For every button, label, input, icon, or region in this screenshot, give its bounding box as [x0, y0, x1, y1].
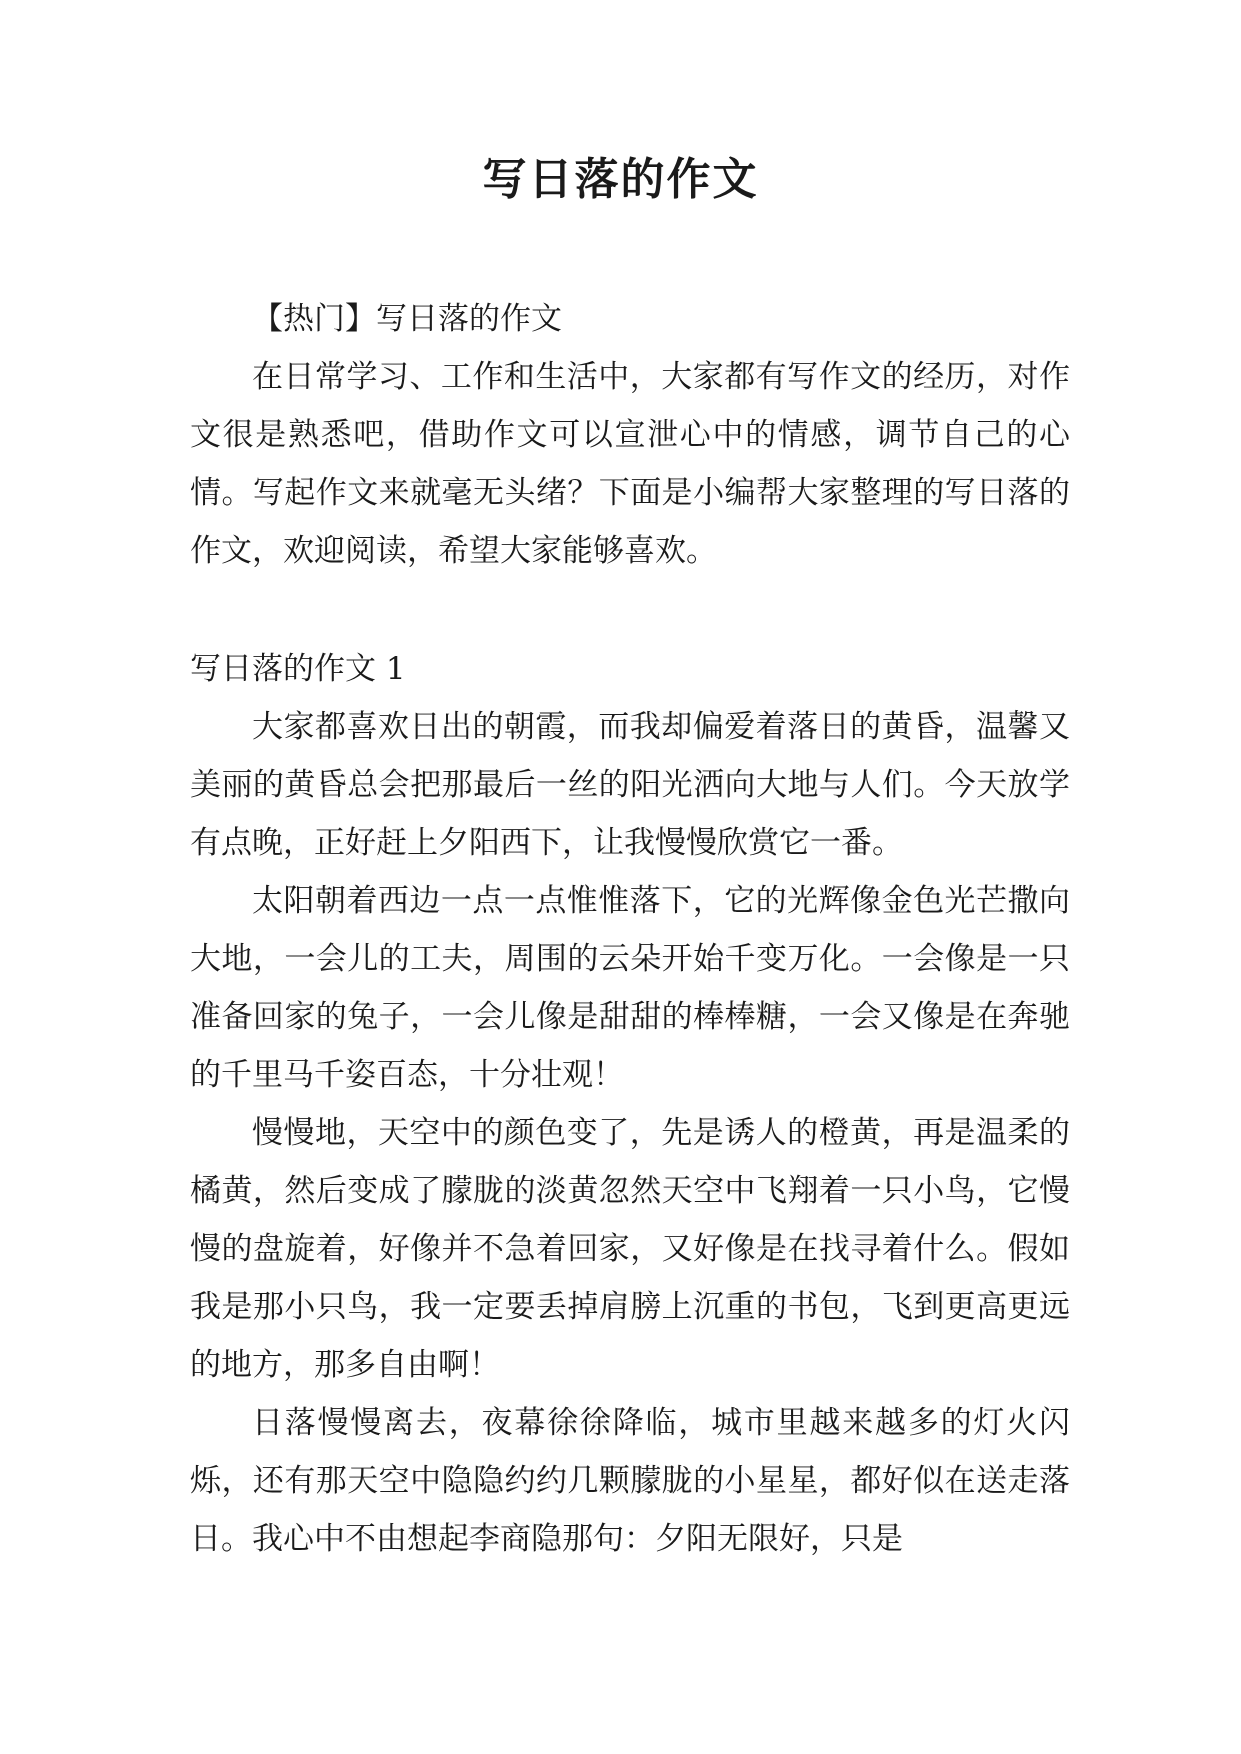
document-body	[190, 290, 1070, 1568]
document-title: 写日落的作文	[482, 154, 759, 205]
body-paragraph: 慢慢地，天空中的颜色变了，先是诱人的橙黄，再是温柔的橘黄，然后变成了朦胧的淡黄忽然天空中飞翔着一只小鸟，它慢慢的盘旋着，好像并不急着回家，又好像是在找寻着什么。假如我是那小只鸟，我一定要丢掉肩膀上沉重的书包，飞到更高更远的地方，那多自由啊！	[190, 1115, 1070, 1383]
body-paragraph: 大家都喜欢日出的朝霞，而我却偏爱着落日的黄昏，温馨又美丽的黄昏总会把那最后一丝的阳光洒向大地与人们。今天放学有点晚，正好赶上夕阳西下，让我慢慢欣赏它一番。	[190, 709, 1070, 861]
section-spacer	[190, 580, 1070, 640]
body-paragraph: 太阳朝着西边一点一点惟惟落下，它的光辉像金色光芒撒向大地，一会儿的工夫，周围的云朵开始千变万化。一会像是一只准备回家的兔子，一会儿像是甜甜的棒棒糖，一会又像是在奔驰的千里马千姿百态，十分壮观！	[190, 883, 1070, 1093]
body-paragraph: 日落慢慢离去，夜幕徐徐降临，城市里越来越多的灯火闪烁，还有那天空中隐隐约约几颗朦胧的小星星，都好似在送走落日。我心中不由想起李商隐那句：夕阳无限好，只是	[190, 1405, 1070, 1557]
section-heading: 写日落的作文 1	[190, 651, 406, 687]
subtitle: 【热门】写日落的作文	[252, 301, 562, 337]
intro-paragraph: 在日常学习、工作和生活中，大家都有写作文的经历，对作文很是熟悉吧，借助作文可以宣泄心中的情感，调节自己的心情。写起作文来就毫无头绪？下面是小编帮大家整理的写日落的作文，欢迎阅读，希望大家能够喜欢。	[190, 359, 1070, 569]
